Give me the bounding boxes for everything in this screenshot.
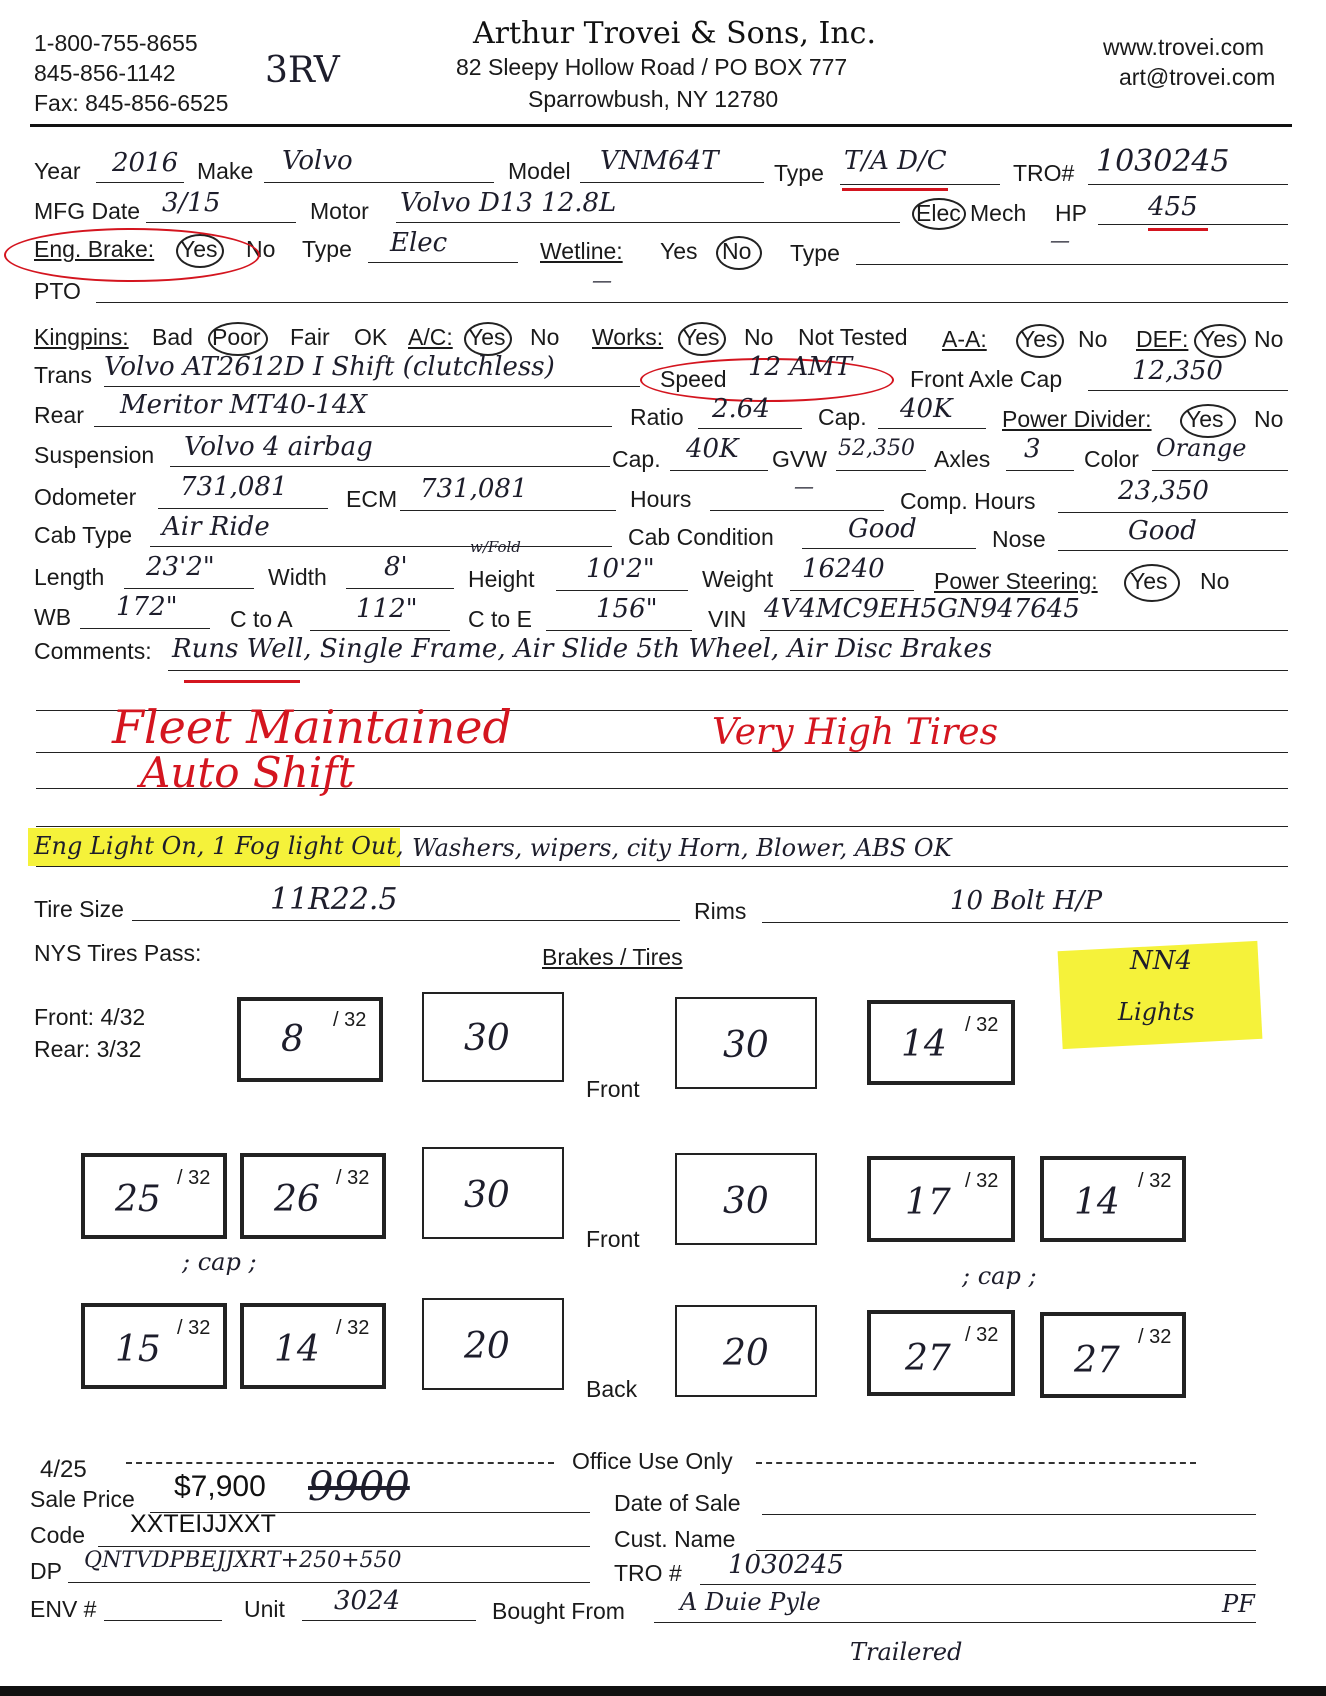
tread-fraction: / 32: [177, 1167, 211, 1189]
works-label: Works:: [592, 324, 664, 350]
brake-box-row1-right: [675, 997, 817, 1089]
brake-box-row1-left: [422, 992, 564, 1082]
year-label: Year: [34, 158, 81, 184]
red-note-auto-shift: Auto Shift: [140, 748, 355, 797]
address-line-1: 82 Sleepy Hollow Road / PO BOX 777: [456, 54, 848, 80]
color-label: Color: [1084, 446, 1139, 472]
speed-value: 12 AMT: [748, 352, 853, 382]
eng-brake-yes: Yes: [180, 236, 218, 262]
gvw-label: GVW: [772, 446, 827, 472]
tread-fraction: / 32: [336, 1317, 370, 1339]
tire-tread-value: 14: [274, 1329, 320, 1370]
wetline-type-label: Type: [790, 240, 840, 266]
runs-well-red-underline: [184, 680, 300, 683]
width-value: 8': [384, 552, 408, 582]
suspension-label: Suspension: [34, 442, 155, 468]
make-label: Make: [197, 158, 254, 184]
brake-box-row2-left: [422, 1147, 564, 1239]
nys-tires-pass-label: NYS Tires Pass:: [34, 940, 202, 966]
eng-brake-no: No: [246, 236, 276, 262]
wb-label: WB: [34, 604, 72, 630]
kingpins-bad: Bad: [152, 324, 193, 350]
def-label: DEF:: [1136, 326, 1189, 352]
brake-value: 30: [723, 1025, 769, 1066]
comments-highlighted-text: Eng Light On, 1 Fog light Out,: [34, 832, 404, 860]
power-divider-label: Power Divider:: [1002, 406, 1152, 432]
year-value: 2016: [112, 148, 179, 178]
trans-label: Trans: [34, 362, 92, 388]
sticky-note-line-1: NN4: [1130, 946, 1193, 976]
code-value: XXTEIJJXXT: [130, 1510, 276, 1538]
motor-label: Motor: [310, 198, 369, 224]
tread-fraction: / 32: [965, 1170, 999, 1192]
kingpins-label: Kingpins:: [34, 324, 129, 350]
tread-fraction: / 32: [336, 1167, 370, 1189]
front-axle-cap-value: 12,350: [1132, 356, 1223, 386]
color-value: Orange: [1156, 434, 1247, 462]
hp-red-underline: [1148, 228, 1208, 231]
gvw-value: 52,350: [838, 436, 915, 461]
c-to-e-value: 156": [596, 594, 658, 624]
mfg-date-value: 3/15: [162, 188, 221, 218]
height-value: 10'2": [586, 554, 655, 584]
motor-value: Volvo D13 12.8L: [400, 188, 617, 218]
c-to-a-value: 112": [356, 594, 418, 624]
pto-value: —: [592, 268, 612, 292]
rear-tire-spec: Rear: 3/32: [34, 1036, 142, 1062]
power-steering-label: Power Steering:: [934, 568, 1098, 594]
kingpins-fair: Fair: [290, 324, 330, 350]
tread-fraction: / 32: [333, 1009, 367, 1031]
cab-type-value: Air Ride: [162, 512, 270, 542]
eng-brake-label: Eng. Brake:: [34, 236, 155, 262]
tire-tread-value: 14: [1074, 1182, 1120, 1223]
cap-note-right: ; cap ;: [962, 1262, 1037, 1290]
bought-from-value: A Duie Pyle: [680, 1588, 821, 1616]
brake-value: 30: [464, 1018, 510, 1059]
power-divider-no: No: [1254, 406, 1284, 432]
phone-1: 1-800-755-8655: [34, 30, 198, 56]
c-to-a-label: C to A: [230, 606, 293, 632]
eng-brake-type-value: Elec: [390, 228, 448, 258]
red-note-fleet-maintained: Fleet Maintained: [112, 700, 512, 754]
tire-box-row3-6: [1040, 1312, 1186, 1398]
comments-line-1: Runs Well, Single Frame, Air Slide 5th Wheel, Air Disc Brakes: [172, 634, 993, 664]
nose-label: Nose: [992, 526, 1046, 552]
tread-fraction: / 32: [965, 1014, 999, 1036]
c-to-e-label: C to E: [468, 606, 532, 632]
aa-no: No: [1078, 326, 1108, 352]
rims-value: 10 Bolt H/P: [950, 886, 1103, 916]
vin-label: VIN: [708, 606, 747, 632]
width-label: Width: [268, 564, 327, 590]
tire-tread-value: 25: [115, 1179, 161, 1220]
sale-price-value: $7,900: [174, 1470, 266, 1503]
brake-value: 20: [723, 1333, 769, 1374]
rear-label: Rear: [34, 402, 84, 428]
rear-cap-value: 40K: [900, 394, 953, 424]
suspension-cap-value: 40K: [686, 434, 739, 464]
brake-box-row3-right: [675, 1305, 817, 1397]
type-red-underline: [842, 188, 948, 191]
tire-tread-value: 27: [905, 1338, 951, 1379]
brake-value: 30: [723, 1181, 769, 1222]
sale-date-note: 4/25: [40, 1456, 87, 1483]
height-note: w/Fold: [470, 538, 521, 556]
front-axle-label-1: Front: [586, 1076, 640, 1102]
kingpins-ok: OK: [354, 324, 388, 350]
def-no: No: [1254, 326, 1284, 352]
length-label: Length: [34, 564, 105, 590]
works-not-tested: Not Tested: [798, 324, 908, 350]
hours-value: —: [794, 474, 814, 498]
old-price-value: 9900: [308, 1464, 410, 1510]
trailered-note: Trailered: [850, 1638, 963, 1666]
tire-size-value: 11R22.5: [270, 882, 398, 917]
tread-fraction: / 32: [1138, 1170, 1172, 1192]
cust-name-label: Cust. Name: [614, 1526, 736, 1552]
page-bottom-edge: [0, 1686, 1326, 1696]
bought-from-label: Bought From: [492, 1598, 625, 1624]
wb-value: 172": [116, 592, 178, 622]
vin-value: 4V4MC9EH5GN947645: [764, 594, 1080, 624]
brake-value: 20: [464, 1326, 510, 1367]
kingpins-poor: Poor: [212, 324, 261, 350]
axles-value: 3: [1024, 434, 1041, 464]
comp-hours-label: Comp. Hours: [900, 488, 1036, 514]
sticky-note-line-2: Lights: [1118, 998, 1195, 1026]
ratio-value: 2.64: [712, 394, 770, 424]
dp-value: QNTVDPBEJJXRT+250+550: [84, 1548, 402, 1573]
ecm-label: ECM: [346, 486, 398, 512]
wetline-no: No: [722, 238, 752, 264]
tire-box-row2-2: [240, 1153, 386, 1239]
comp-hours-value: 23,350: [1118, 476, 1209, 506]
front-axle-label-2: Front: [586, 1226, 640, 1252]
brake-value: 30: [464, 1175, 510, 1216]
hp-label: HP: [1055, 200, 1087, 226]
unit-label: Unit: [244, 1596, 285, 1622]
works-no: No: [744, 324, 774, 350]
tro-value: 1030245: [1096, 144, 1230, 179]
mech-label: Mech: [970, 200, 1027, 226]
tire-tread-value: 26: [274, 1179, 320, 1220]
works-yes: Yes: [682, 324, 720, 350]
tire-box-row1-right: [867, 1000, 1015, 1085]
tire-tread-value: 8: [281, 1019, 304, 1060]
tire-tread-value: 17: [905, 1182, 951, 1223]
stock-note: 3RV: [265, 50, 340, 91]
tire-box-row3-5: [867, 1310, 1015, 1396]
tire-box-row3-2: [240, 1303, 386, 1389]
tire-box-row2-5: [867, 1156, 1015, 1242]
type-label: Type: [774, 160, 824, 186]
comments-equipment-text: Washers, wipers, city Horn, Blower, ABS OK: [412, 834, 952, 862]
tire-box-row2-6: [1040, 1156, 1186, 1242]
speed-label: Speed: [660, 366, 727, 392]
ac-yes: Yes: [468, 324, 506, 350]
office-dash-right: [756, 1462, 1196, 1464]
date-of-sale-label: Date of Sale: [614, 1490, 741, 1516]
tire-tread-value: 27: [1074, 1340, 1120, 1381]
tread-fraction: / 32: [177, 1317, 211, 1339]
hp-value: 455: [1148, 192, 1198, 222]
brake-box-row2-right: [675, 1153, 817, 1245]
suspension-value: Volvo 4 airbag: [184, 432, 373, 462]
ratio-label: Ratio: [630, 404, 684, 430]
env-label: ENV #: [30, 1596, 97, 1622]
model-value: VNM64T: [600, 146, 719, 176]
power-steering-no: No: [1200, 568, 1230, 594]
tire-box-row2-1: [81, 1153, 227, 1239]
def-yes: Yes: [1200, 326, 1238, 352]
tro-office-label: TRO #: [614, 1560, 682, 1586]
cab-type-label: Cab Type: [34, 522, 133, 548]
height-label: Height: [468, 566, 535, 592]
odometer-value: 731,081: [180, 472, 288, 502]
rear-value: Meritor MT40-14X: [120, 390, 367, 420]
weight-value: 16240: [802, 554, 885, 584]
comments-label: Comments:: [34, 638, 152, 664]
cab-condition-value: Good: [848, 514, 917, 544]
elec-label: Elec: [916, 200, 961, 226]
type-value: T/A D/C: [844, 146, 947, 176]
make-value: Volvo: [282, 146, 353, 176]
tro-office-value: 1030245: [728, 1550, 844, 1580]
front-axle-cap-label: Front Axle Cap: [910, 366, 1063, 392]
trans-value: Volvo AT2612D I Shift (clutchless): [104, 352, 555, 382]
fax: Fax: 845-856-6525: [34, 90, 229, 116]
tire-box-row3-1: [81, 1303, 227, 1389]
pto-label: PTO: [34, 278, 81, 304]
rims-label: Rims: [694, 898, 747, 924]
website: www.trovei.com: [1103, 34, 1265, 60]
power-steering-yes: Yes: [1130, 568, 1168, 594]
brakes-tires-label: Brakes / Tires: [542, 944, 683, 970]
wetline-type-value: —: [1050, 228, 1070, 252]
code-label: Code: [30, 1522, 85, 1548]
ac-no: No: [530, 324, 560, 350]
header-divider: [30, 124, 1292, 127]
odometer-label: Odometer: [34, 484, 137, 510]
company-name: Arthur Trovei & Sons, Inc.: [473, 16, 876, 51]
office-use-only-label: Office Use Only: [572, 1448, 733, 1474]
sale-price-label: Sale Price: [30, 1486, 135, 1512]
aa-label: A-A:: [942, 326, 987, 352]
power-divider-yes: Yes: [1186, 406, 1224, 432]
mfg-date-label: MFG Date: [34, 198, 141, 224]
weight-label: Weight: [702, 566, 774, 592]
unit-value: 3024: [334, 1586, 401, 1616]
ecm-value: 731,081: [420, 474, 528, 504]
pf-initials: PF: [1222, 1590, 1255, 1618]
ac-label: A/C:: [408, 324, 453, 350]
tire-size-label: Tire Size: [34, 896, 124, 922]
email: art@trovei.com: [1119, 64, 1276, 90]
eng-brake-red-circle: [4, 228, 260, 282]
tire-box-row1-left: [237, 997, 383, 1082]
address-line-2: Sparrowbush, NY 12780: [528, 86, 779, 112]
back-axle-label: Back: [586, 1376, 638, 1402]
tro-label: TRO#: [1013, 160, 1075, 186]
red-note-very-high-tires: Very High Tires: [712, 712, 999, 753]
aa-yes: Yes: [1020, 326, 1058, 352]
eng-brake-type-label: Type: [302, 236, 352, 262]
cap-note-left: ; cap ;: [182, 1248, 257, 1276]
hours-label: Hours: [630, 486, 692, 512]
wetline-yes: Yes: [660, 238, 698, 264]
phone-2: 845-856-1142: [34, 60, 176, 86]
wetline-label: Wetline:: [540, 238, 623, 264]
tire-tread-value: 15: [115, 1329, 161, 1370]
nose-value: Good: [1128, 516, 1197, 546]
brake-box-row3-left: [422, 1298, 564, 1390]
tire-tread-value: 14: [901, 1024, 947, 1065]
rear-cap-label: Cap.: [818, 404, 867, 430]
suspension-cap-label: Cap.: [612, 446, 661, 472]
cab-condition-label: Cab Condition: [628, 524, 774, 550]
axles-label: Axles: [934, 446, 991, 472]
front-tire-spec: Front: 4/32: [34, 1004, 146, 1030]
length-value: 23'2": [146, 552, 215, 582]
tread-fraction: / 32: [1138, 1326, 1172, 1348]
model-label: Model: [508, 158, 571, 184]
tread-fraction: / 32: [965, 1324, 999, 1346]
dp-label: DP: [30, 1558, 62, 1584]
